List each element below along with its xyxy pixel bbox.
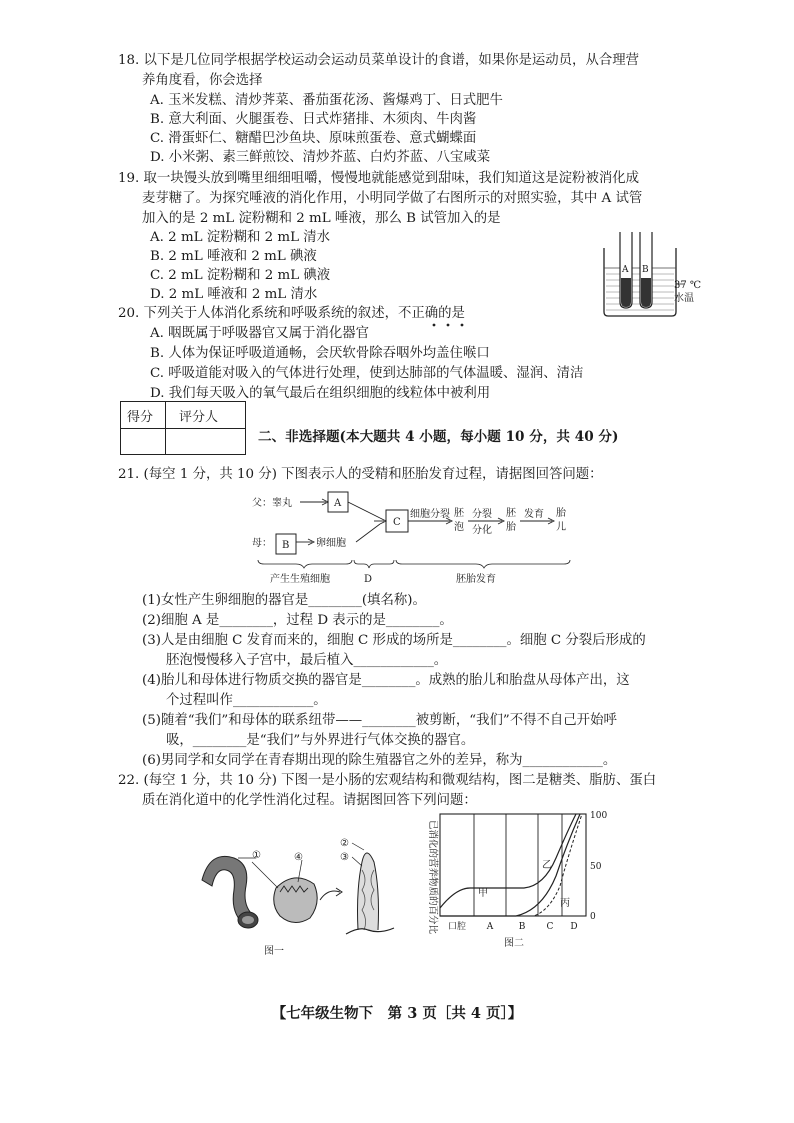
q18-option-a: A. 玉米发糕、清炒荠菜、番茄蛋花汤、酱爆鸡丁、日式肥牛	[150, 93, 503, 108]
curve-yi-label: 乙	[542, 860, 552, 871]
marker-2: ②	[340, 838, 349, 849]
q21-part3-line1: (3)人是由细胞 C 发育而来的，细胞 C 形成的场所是________。细胞 C 分裂后形成的	[142, 633, 646, 648]
score-box	[120, 401, 246, 455]
chart-y-axis-label: 已消化的营养物质的百分比	[427, 820, 438, 935]
page-footer: 【七年级生物下 第 3 页［共 4 页］】	[271, 1005, 523, 1022]
q20-option-d: D. 我们每天吸入的氧气最后在组织细胞的线粒体中被利用	[150, 386, 491, 401]
y-tick-label: 0	[590, 912, 596, 922]
q21-part4-line1: (4)胎儿和母体进行物质交换的器官是________。成熟的胎儿和胎盘从母体产出，这	[142, 673, 630, 688]
tube-b-label: B	[642, 265, 649, 275]
x-tick-label: B	[518, 922, 526, 932]
fetus-label-2: 儿	[556, 522, 566, 533]
q21-part2: (2)细胞 A 是________，过程 D 表示的是________。	[142, 613, 453, 628]
q18-option-c: C. 滑蛋虾仁、糖醋巴沙鱼块、原味煎蛋卷、意式蝴蝶面	[150, 131, 477, 146]
temperature-label: 37 ℃	[674, 280, 702, 291]
cell-c-label: C	[393, 517, 401, 528]
q19-option-b: B. 2 mL 唾液和 2 mL 碘液	[150, 249, 317, 264]
q21-stem: 21. (每空 1 分，共 10 分) 下图表示人的受精和胚胎发育过程，请据图回答问题：	[118, 467, 603, 482]
q19-option-d: D. 2 mL 唾液和 2 mL 清水	[150, 287, 318, 302]
q21-part4-line2: 个过程叫作____________。	[166, 693, 327, 708]
curve-jia	[440, 814, 576, 908]
cell-a-label: A	[334, 498, 342, 509]
q18-stem-line1: 18. 以下是几位同学根据学校运动会运动员菜单设计的食谱，如果你是运动员，从合理营	[118, 53, 640, 68]
blastocyst-label-1: 胚	[454, 508, 464, 519]
figure-1-caption: 图一	[264, 946, 284, 957]
tube-a-label: A	[622, 265, 629, 275]
small-intestine-figure	[190, 830, 410, 958]
father-label: 父：睾丸	[252, 498, 292, 509]
q20-stem: 20. 下列关于人体消化系统和呼吸系统的叙述，不正确的是	[118, 306, 465, 321]
q19-stem-line3: 加入的是 2 mL 淀粉糊和 2 mL 唾液，那么 B 试管加入的是	[142, 211, 501, 226]
water-bath-label: 水温	[674, 293, 694, 304]
fetus-label-1: 胎	[556, 508, 566, 519]
section-2-title: 二、非选择题(本大题共 4 小题，每小题 10 分，共 40 分)	[258, 429, 619, 445]
q19-option-a: A. 2 mL 淀粉糊和 2 mL 清水	[150, 230, 331, 245]
process-d-label: D	[364, 574, 373, 585]
mother-label: 母：	[252, 538, 272, 549]
differentiate-label: 分化	[472, 525, 492, 536]
x-tick-label: C	[546, 922, 554, 932]
q19-stem-line1: 19. 取一块馒头放到嘴里细细咀嚼，慢慢地就能感觉到甜味，我们知道这是淀粉被消化成	[118, 171, 640, 186]
develop-label: 发育	[524, 509, 544, 520]
embryo-label-1: 胚	[506, 508, 516, 519]
marker-3: ③	[340, 852, 349, 863]
q18-option-d: D. 小米粥、素三鲜煎饺、清炒芥蓝、白灼芥蓝、八宝咸菜	[150, 150, 491, 165]
grader-label: 评分人	[179, 410, 219, 425]
q20-option-c: C. 呼吸道能对吸入的气体进行处理，使到达肺部的气体温暖、湿润、清洁	[150, 366, 584, 381]
produce-germ-cells-label: 产生生殖细胞	[270, 574, 330, 585]
emphasis-dots	[430, 322, 470, 328]
q22-stem-line1: 22. (每空 1 分，共 10 分) 下图一是小肠的宏观结构和微观结构，图二是糖类、脂肪、蛋白	[118, 773, 657, 788]
egg-cell-label: 卵细胞	[316, 538, 346, 549]
x-tick-label: A	[486, 922, 494, 932]
q20-option-b: B. 人体为保证呼吸道通畅，会厌软骨除吞咽外均盖住喉口	[150, 346, 490, 361]
x-tick-label: 口腔	[447, 922, 467, 932]
q19-test-tube-figure	[596, 228, 706, 320]
intestine-fold-detail	[274, 878, 317, 923]
q21-part6: (6)男同学和女同学在青春期出现的除生殖器官之外的差异，称为____________。	[142, 753, 617, 768]
marker-1: ①	[252, 850, 261, 861]
marker-4: ④	[294, 852, 303, 863]
score-label: 得分	[127, 410, 154, 425]
blastocyst-label-2: 泡	[454, 522, 464, 533]
q21-part5-line2: 吸，________是“我们”与外界进行气体交换的器官。	[166, 733, 475, 748]
q21-part3-line2: 胚泡慢慢移入子宫中，最后植入____________。	[166, 653, 448, 668]
q20-option-a: A. 咽既属于呼吸器官又属于消化器官	[150, 326, 370, 341]
q22-stem-line2: 质在消化道中的化学性消化过程。请据图回答下列问题：	[142, 793, 477, 808]
embryo-label-2: 胎	[506, 522, 516, 533]
y-tick-label: 50	[590, 862, 602, 872]
y-tick-label: 100	[590, 811, 608, 821]
cell-division-label: 细胞分裂	[410, 509, 450, 520]
curve-bing-label: 丙	[560, 898, 570, 909]
cell-b-label: B	[282, 540, 290, 551]
split-label: 分裂	[472, 509, 492, 520]
q21-part1: (1)女性产生卵细胞的器官是________(填名称)。	[142, 593, 426, 608]
figure-2-caption: 图二	[504, 938, 524, 949]
q18-option-b: B. 意大利面、火腿蛋卷、日式炸猪排、木须肉、牛肉酱	[150, 112, 477, 127]
q21-part5-line1: (5)随着“我们”和母体的联系纽带——________被剪断，“我们”不得不自己开始呼	[142, 713, 617, 728]
fertilization-diagram	[250, 486, 610, 590]
x-tick-label: D	[570, 922, 578, 932]
curve-jia-label: 甲	[478, 888, 488, 899]
q19-option-c: C. 2 mL 淀粉糊和 2 mL 碘液	[150, 268, 331, 283]
q18-stem-line2: 养角度看，你会选择	[142, 73, 263, 88]
q19-stem-line2: 麦芽糖了。为探究唾液的消化作用，小明同学做了右图所示的对照实验，其中 A 试管	[142, 191, 643, 206]
digestion-chart	[416, 806, 612, 956]
embryo-development-label: 胚胎发育	[456, 574, 496, 585]
curve-yi	[440, 814, 580, 916]
